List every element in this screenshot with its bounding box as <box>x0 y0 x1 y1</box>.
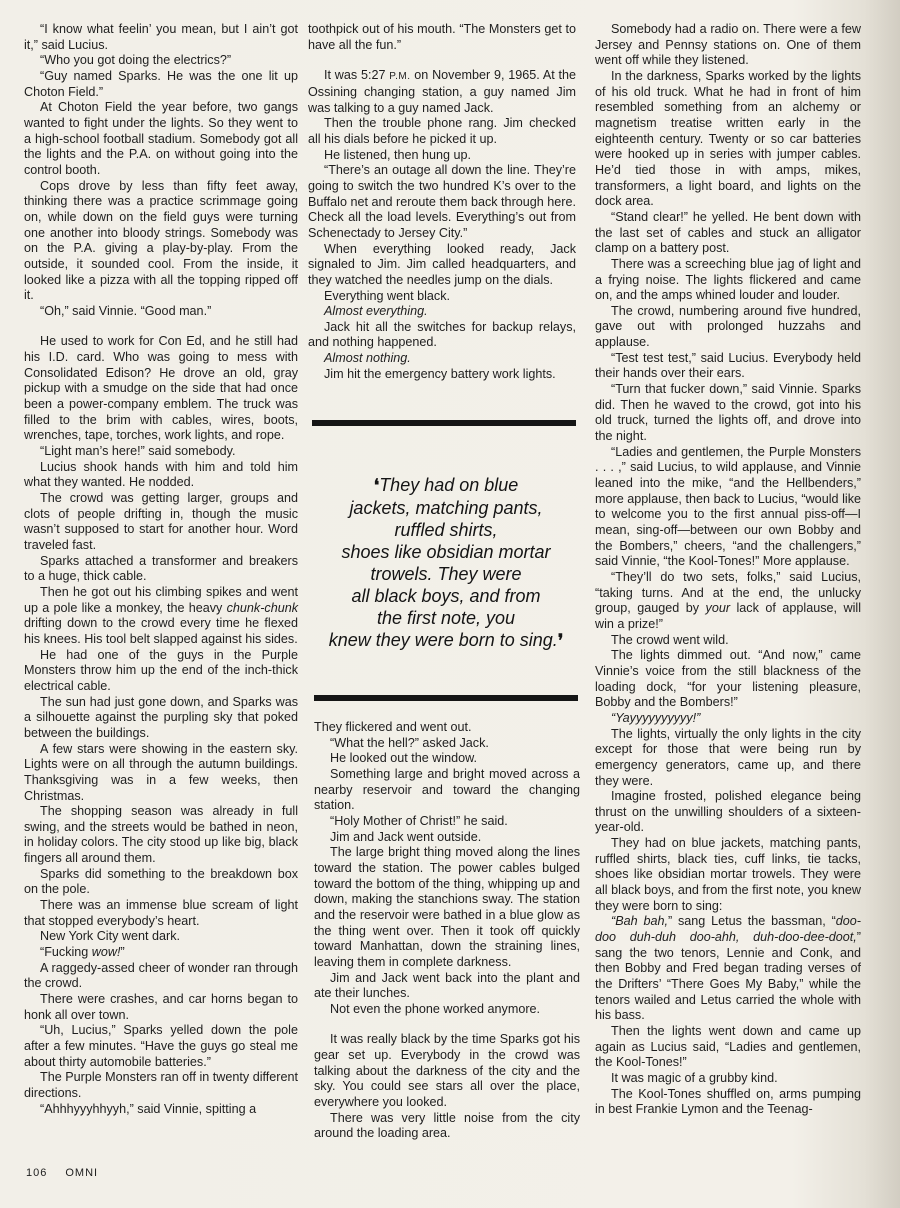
paragraph: Lucius shook hands with him and told him what they wanted. He nodded. <box>24 459 298 490</box>
text-column-2-top <box>308 22 576 382</box>
italic-text: Almost everything. <box>324 304 428 319</box>
paragraph: The Purple Monsters ran off in twenty different directions. <box>24 1070 298 1100</box>
paragraph: “Stand clear!” he yelled. He bent down with the last set of cables and stuck an alligator clamp on a battery post. <box>595 209 861 256</box>
italic-text: your <box>705 601 731 616</box>
paragraph: He used to work for Con Ed, and he still had his I.D. card. Who was going to mess with Consolidated Edison? He drove an old, gray pickup with a smudge on the side that had once been a power-company emblem. The truck was filled to the brim with cables, wires, boots, wrenches, tape, torches, work lights, and rope. <box>24 334 298 443</box>
text-span: Then he got out his climbing spikes and went up a pole like a monkey, the heavy <box>24 584 298 615</box>
time-suffix: P.M. <box>389 71 411 83</box>
text-span: lack of applause, will win a prize!” <box>595 601 861 631</box>
paragraph: A few stars were showing in the eastern sky. Lights were on all through the autumn buildings. Thanksgiving was in a few weeks, then Christmas. <box>24 741 298 803</box>
paragraph: He listened, then hung up. <box>324 147 472 162</box>
pull-quote-line: shoes like obsidian mortar <box>341 542 551 562</box>
paragraph <box>24 585 298 648</box>
text-span: It was 5:27 <box>324 68 390 83</box>
paragraph: Jim and Jack went outside. <box>330 829 482 844</box>
italic-text: “Bah bah, <box>611 914 668 929</box>
paragraph: “What the hell?” asked Jack. <box>330 735 489 750</box>
paragraph: The sun had just gone down, and Sparks was a silhouette against the purpling sky that poked between the buildings. <box>24 694 298 740</box>
paragraph: “Test test test,” said Lucius. Everybody held their hands over their ears. <box>595 350 861 381</box>
page-footer <box>26 1167 116 1179</box>
paragraph: It was magic of a grubby kind. <box>611 1070 778 1085</box>
paragraph: The crowd was getting larger, groups and clots of people drifting in, though the music wasn’t supposed to start for another hour. Word traveled fast. <box>24 491 298 552</box>
paragraph <box>595 914 861 1024</box>
paragraph <box>24 945 298 961</box>
paragraph: Sparks attached a transformer and breakers to a huge, thick cable. <box>24 553 298 584</box>
paragraph: There were crashes, and car horns began to honk all over town. <box>24 992 298 1022</box>
page-number: 106 <box>26 1167 48 1179</box>
paragraph: Then the trouble phone rang. Jim checked all his dials before he picked it up. <box>308 116 576 146</box>
text-span: drifting down to the crowd every time he flexed his knees. His tool belt slapped against his sides. <box>24 616 298 646</box>
paragraph <box>595 570 861 633</box>
paragraph: The lights dimmed out. “And now,” came Vinnie’s voice from the still blackness of the loading dock, “for your listening pleasure, Bobby and the Bombers!” <box>595 648 861 710</box>
divider-rule-bottom <box>314 695 578 701</box>
paragraph <box>308 351 576 367</box>
paragraph: Something large and bright moved across a nearby reservoir and toward the changing station. <box>314 766 580 813</box>
paragraph: He had one of the guys in the Purple Monsters throw him up the end of the inch-thick electrical cable. <box>24 647 298 693</box>
paragraph: “Turn that fucker down,” said Vinnie. Sparks did. Then he waved to the crowd, got into his old truck, turned the lights off, and drove into the night. <box>595 382 861 444</box>
italic-text: “Yayyyyyyyyyy!” <box>611 710 701 725</box>
paragraph: Somebody had a radio on. There were a few Jersey and Pennsy stations on. One of them went off while they listened. <box>595 22 861 68</box>
text-column-2-bottom <box>314 720 580 1142</box>
paragraph: “Ladies and gentlemen, the Purple Monsters . . . ,” said Lucius, to wild applause, and Vinnie leaned into the mike, “and the Hellbenders,” more applause, then back to Lucius, “would like to welcome you to the first annual piss-off—I mean, sing-off—between our own Bobby and the Bombers,” cheers, “and the challengers,” said Vinnie, “the Kool-Tones!” More applause. <box>595 444 861 569</box>
paragraph: There was a screeching blue jag of light and a frying noise. The lights flickered and came on, and the amps whined louder and louder. <box>595 256 861 303</box>
pull-quote <box>316 474 576 652</box>
paragraph: The crowd went wild. <box>611 632 729 647</box>
pull-quote-line: ruffled shirts, <box>394 520 498 540</box>
pull-quote-line: They had on blue <box>379 475 519 495</box>
paragraph <box>308 68 576 116</box>
magazine-name: OMNI <box>65 1167 99 1179</box>
paragraph: The large bright thing moved along the lines toward the station. The power cables bulged toward the bottom of the thing, whipping up and down, making the stanchions sway. The station and the reservoir were bathed in a blue glow as the thing went over. Then it took off quickly toward Manhattan, down the straining lines, leaving them in complete darkness. <box>314 845 580 969</box>
italic-text: wow! <box>91 945 121 960</box>
pull-quote-line: knew they were born to sing. <box>328 630 558 650</box>
paragraph: “Who you got doing the electrics?” <box>40 53 232 68</box>
paragraph: They had on blue jackets, matching pants, ruffled shirts, black ties, cuff links, tie tacks, shoes like obsidian mortar trowels. They were all black boys, and from the first note, you knew they were born to sing: <box>595 836 861 913</box>
paragraph: The Kool-Tones shuffled on, arms pumping in best Frankie Lymon and the Teenag- <box>595 1086 861 1117</box>
paragraph: Sparks did something to the breakdown box on the pole. <box>24 866 298 897</box>
paragraph: Everything went black. <box>324 288 450 303</box>
text-span: ” sang the two tenors, Lennie and Conk, and then Bobby and Fred began trading verses of the Drifters’ “There Goes My Baby,” while the tenors wailed and Letus carried the whole with his bass. <box>595 930 861 1023</box>
paragraph <box>308 304 576 320</box>
paragraph: Imagine frosted, polished elegance being thrust on the unwilling shoulders of a sixteen-year-old. <box>595 789 861 835</box>
paragraph <box>595 711 861 727</box>
paragraph: New York City went dark. <box>40 929 180 944</box>
text-span: ” sang Letus the bassman, “ <box>667 914 836 929</box>
paragraph: At Choton Field the year before, two gangs wanted to fight under the lights. So they went to a high-school football stadium. Somebody got all the lights and the P.A. on without going into the control booth. <box>24 100 298 177</box>
paragraph: “Uh, Lucius,” Sparks yelled down the pole after a few minutes. “Have the guys go steal me about thirty automobile batteries.” <box>24 1023 298 1069</box>
close-quote-icon: ❜ <box>557 631 564 650</box>
text-column-1 <box>24 22 298 1117</box>
paragraph: “I know what feelin’ you mean, but I ain’t got it,” said Lucius. <box>24 22 298 52</box>
paragraph: “Holy Mother of Christ!” he said. <box>330 813 508 828</box>
text-span: on November 9, 1965. At the Ossining changing station, a guy named Jim was talking to a guy named Jack. <box>308 68 576 115</box>
pull-quote-line: jackets, matching pants, <box>349 498 543 518</box>
pull-quote-line: the first note, you <box>376 608 516 628</box>
paragraph: When everything looked ready, Jack signaled to Jim. Jim called headquarters, and they watched the needles jump on the dials. <box>308 241 576 287</box>
paragraph: Not even the phone worked anymore. <box>330 1001 541 1016</box>
paragraph: “There’s an outage all down the line. They’re going to switch the two hundred K’s over to the Buffalo net and reroute them back through here. Check all the load levels. Everything’s out from Schenectady to Jersey City.” <box>308 163 576 240</box>
pull-quote-line: all black boys, and from <box>351 586 541 606</box>
paragraph: There was very little noise from the city around the loading area. <box>314 1110 580 1141</box>
paragraph: The crowd, numbering around five hundred, gave out with prolonged huzzahs and applause. <box>595 303 861 350</box>
paragraph: They flickered and went out. <box>314 720 472 734</box>
paragraph: The shopping season was already in full swing, and the streets would be bathed in neon, in holiday colors. The city stood up like big, black fingers all around them. <box>24 804 298 866</box>
paragraph: A raggedy-assed cheer of wonder ran through the crowd. <box>24 960 298 991</box>
paragraph: “Light man’s here!” said somebody. <box>40 444 236 459</box>
paragraph: “Ahhhyyyhhyyh,” said Vinnie, spitting a <box>40 1101 257 1116</box>
paragraph: In the darkness, Sparks worked by the lights of his old truck. What he had in front of him resembled something from an alchemy or magnetism treatise written early in the eighteenth century. Twenty or so car batteries were hooked up in series with jumper cables. He’d tied those in with amps, mikes, transformers, a light board, and lights on the dock area. <box>595 68 861 209</box>
paragraph: toothpick out of his mouth. “The Monsters get to have all the fun.” <box>308 22 576 52</box>
paragraph: The lights, virtually the only lights in the city except for those that were being run by emergency generators, came up, and there they were. <box>595 726 861 788</box>
paragraph: Jim and Jack went back into the plant and ate their lunches. <box>314 970 580 1001</box>
paragraph: Jack hit all the switches for backup relays, and nothing happened. <box>308 319 576 350</box>
paragraph: “Oh,” said Vinnie. “Good man.” <box>40 303 212 318</box>
paragraph: Cops drove by less than fifty feet away, thinking there was a practice scrimmage going on, while down on the field guys were turning one another into bloody strings. Somebody was on the P.A. giving a play-by-play. From the outside, it sounded cool. From the inside, it looked like a pizza with all the topping ripped off it. <box>24 178 298 303</box>
italic-text: doo-doo duh-duh doo-ahh, duh-doo-dee-doot, <box>595 914 861 945</box>
paragraph: Then the lights went down and came up again as Lucius said, “Ladies and gentlemen, the Kool-Tones!” <box>595 1024 861 1070</box>
open-quote-icon: ❛ <box>373 476 380 495</box>
text-column-3 <box>595 22 861 1118</box>
text-span: “They’ll do two sets, folks,” said Lucius, “taking turns. And at the end, the unlucky group, gauged by <box>595 569 861 616</box>
paragraph: There was an immense blue scream of light that stopped everybody’s heart. <box>24 898 298 928</box>
paragraph: “Guy named Sparks. He was the one lit up Choton Field.” <box>24 68 298 99</box>
italic-text: chunk-chunk <box>226 600 298 615</box>
text-span: ” <box>120 945 125 960</box>
italic-text: Almost nothing. <box>324 351 411 366</box>
divider-rule-top <box>312 420 576 426</box>
paragraph: It was really black by the time Sparks got his gear set up. Everybody in the crowd was talking about the darkness of the city and the sky. You could see stars all over the place, everywhere you looked. <box>314 1032 580 1110</box>
paragraph: Jim hit the emergency battery work lights. <box>324 366 556 381</box>
pull-quote-line: trowels. They were <box>370 564 522 584</box>
paragraph: He looked out the window. <box>330 751 478 766</box>
text-span: “Fucking <box>40 945 92 960</box>
